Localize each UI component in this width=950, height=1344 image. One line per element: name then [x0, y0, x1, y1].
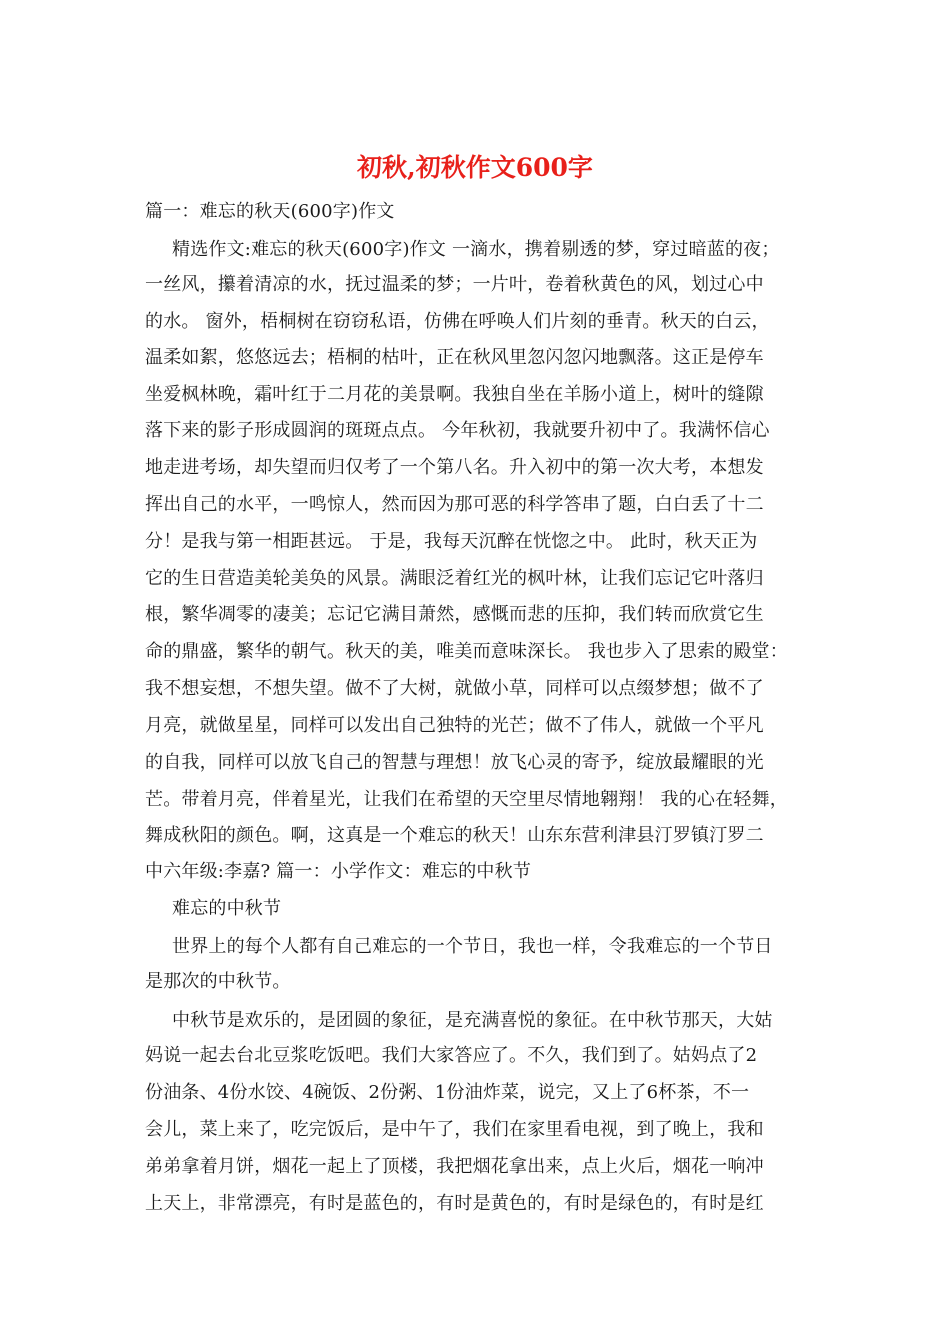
paragraph-line: 是那次的中秋节。 — [145, 971, 291, 992]
paragraph-line: 妈说一起去台北豆浆吃饭吧。我们大家答应了。不久，我们到了。姑妈点了2 — [145, 1045, 758, 1066]
paragraph-line: 精选作文:难忘的秋天(600字)作文 一滴水，携着剔透的梦，穿过暗蓝的夜； — [172, 239, 780, 260]
paragraph-line: 一丝风，攥着清凉的水，抚过温柔的梦；一片叶，卷着秋黄色的风，划过心中 — [145, 274, 764, 295]
paragraph-line: 的自我，同样可以放飞自己的智慧与理想！放飞心灵的寄予，绽放最耀眼的光 — [145, 752, 764, 773]
paragraph-line: 舞成秋阳的颜色。啊，这真是一个难忘的秋天！山东东营利津县汀罗镇汀罗二 — [145, 825, 764, 846]
paragraph-line: 坐爱枫林晚，霜叶红于二月花的美景啊。我独自坐在羊肠小道上，树叶的缝隙 — [145, 384, 764, 405]
paragraph-line: 中秋节是欢乐的，是团圆的象征，是充满喜悦的象征。在中秋节那天，大姑 — [172, 1010, 773, 1031]
paragraph-line: 它的生日营造美轮美奂的风景。满眼泛着红光的枫叶林，让我们忘记它叶落归 — [145, 568, 764, 589]
paragraph-line: 地走进考场，却失望而归仅考了一个第八名。升入初中的第一次大考，本想发 — [145, 457, 764, 478]
paragraph-line: 弟弟拿着月饼，烟花一起上了顶楼，我把烟花拿出来，点上火后，烟花一响冲 — [145, 1156, 764, 1177]
document-title: 初秋,初秋作文600字 — [357, 153, 593, 182]
paragraph-line: 芒。带着月亮，伴着星光，让我们在希望的天空里尽情地翱翔！ 我的心在轻舞， — [145, 789, 788, 810]
paragraph-line: 温柔如絮，悠悠远去；梧桐的枯叶，正在秋风里忽闪忽闪地飘落。这正是停车 — [145, 347, 764, 368]
paragraph-line: 月亮，就做星星，同样可以发出自己独特的光芒；做不了伟人，就做一个平凡 — [145, 715, 764, 736]
paragraph-line: 我不想妄想，不想失望。做不了大树，就做小草，同样可以点缀梦想；做不了 — [145, 678, 764, 699]
paragraph-line: 落下来的影子形成圆润的斑斑点点。 今年秋初，我就要升初中了。我满怀信心 — [145, 420, 770, 441]
paragraph-line: 篇一：难忘的秋天(600字)作文 — [145, 201, 395, 222]
paragraph-line: 命的鼎盛，繁华的朝气。秋天的美，唯美而意味深长。 我也步入了思索的殿堂： — [145, 641, 788, 662]
paragraph-line: 根，繁华凋零的凄美；忘记它满目萧然，感慨而悲的压抑，我们转而欣赏它生 — [145, 604, 764, 625]
paragraph-line: 挥出自己的水平，一鸣惊人，然而因为那可恶的科学答串了题，白白丢了十二 — [145, 494, 764, 515]
paragraph-line: 上天上，非常漂亮，有时是蓝色的，有时是黄色的，有时是绿色的，有时是红 — [145, 1193, 764, 1214]
section-heading: 难忘的中秋节 — [172, 898, 282, 919]
paragraph-line: 中六年级:李嘉? 篇一：小学作文：难忘的中秋节 — [145, 861, 532, 882]
paragraph-line: 的水。 窗外，梧桐树在窃窃私语，仿佛在呼唤人们片刻的垂青。秋天的白云， — [145, 311, 770, 332]
paragraph-line: 分！是我与第一相距甚远。 于是，我每天沉醉在恍惚之中。 此时，秋天正为 — [145, 531, 758, 552]
paragraph-line: 世界上的每个人都有自己难忘的一个节日，我也一样，令我难忘的一个节日 — [172, 936, 773, 957]
paragraph-line: 份油条、4份水饺、4碗饭、2份粥、1份油炸菜，说完，又上了6杯茶，不一 — [145, 1082, 750, 1103]
paragraph-line: 会儿，菜上来了，吃完饭后，是中午了，我们在家里看电视，到了晚上，我和 — [145, 1119, 764, 1140]
